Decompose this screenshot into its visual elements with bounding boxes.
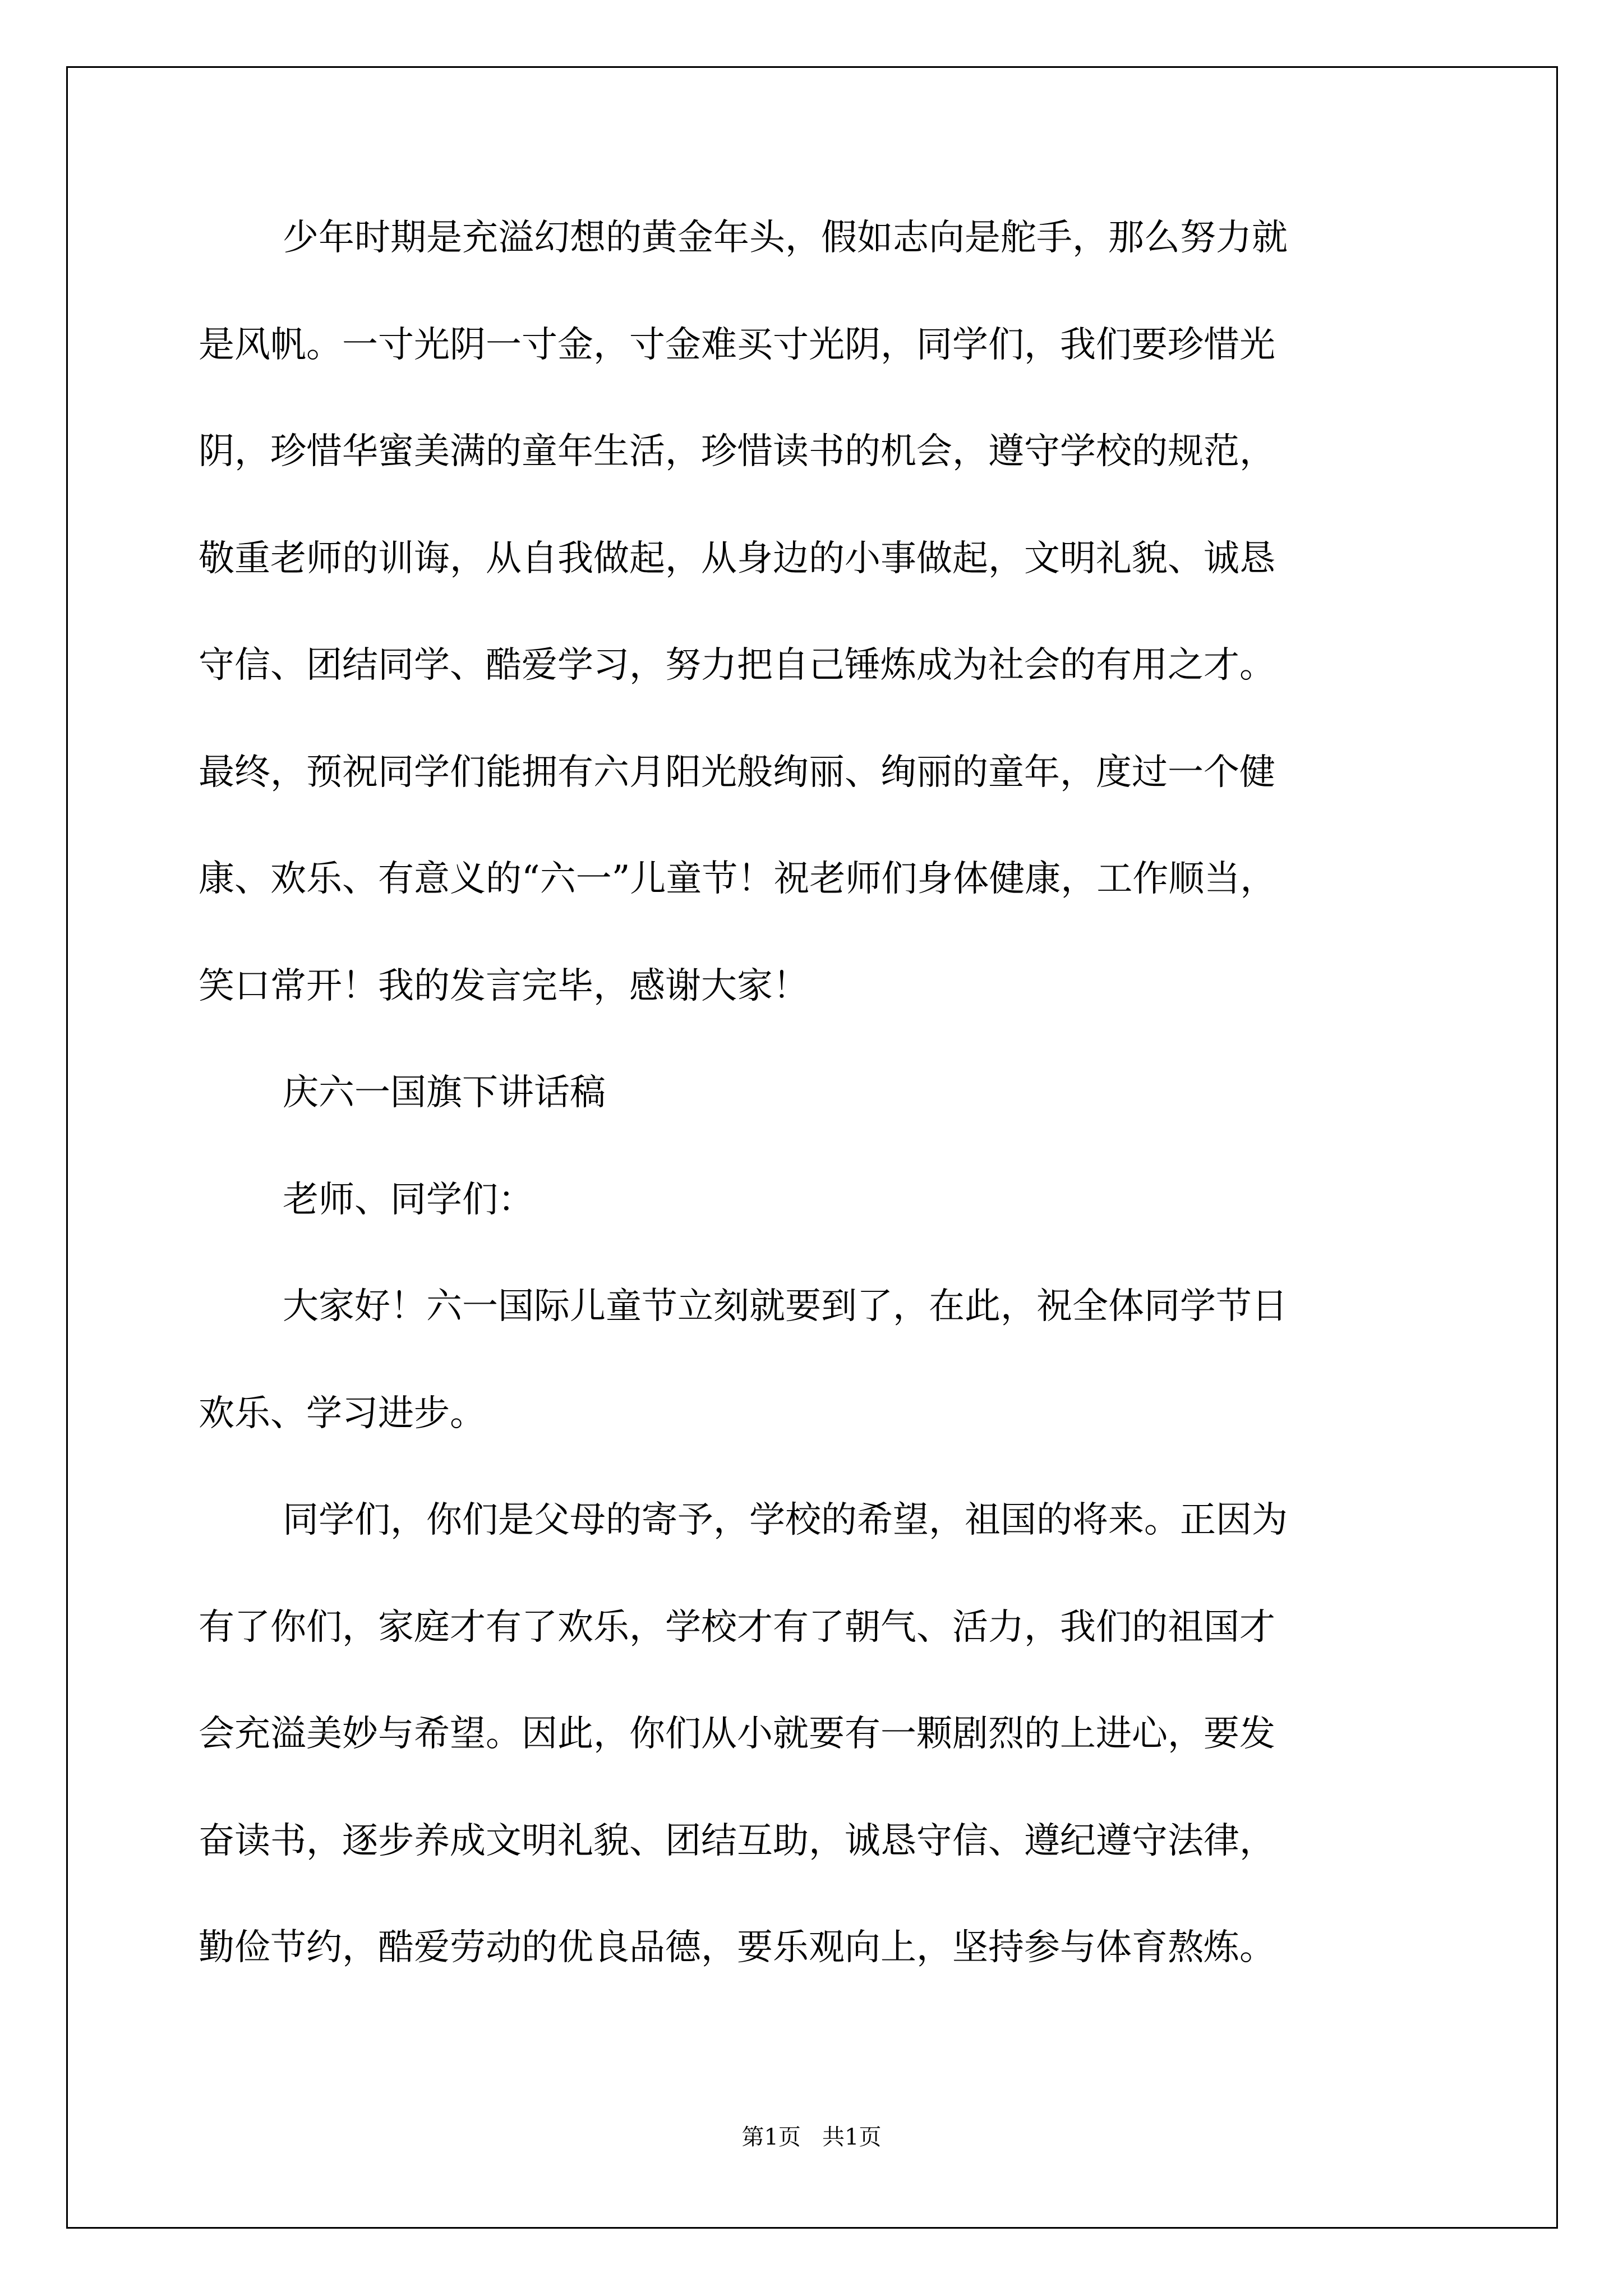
body-line: 同学们，你们是父母的寄予，学校的希望，祖国的将来。正因为 — [283, 1499, 1288, 1541]
body-line: 守信、团结同学、酷爱学习，努力把自己锤炼成为社会的有用之才。 — [199, 645, 1275, 686]
page-number: 第1页 共1页 — [741, 2124, 882, 2150]
body-line: 少年时期是充溢幻想的黄金年头，假如志向是舵手，那么努力就 — [283, 217, 1288, 259]
salutation: 老师、同学们： — [283, 1179, 534, 1221]
body-line: 会充溢美妙与希望。因此，你们从小就要有一颗剧烈的上进心，要发 — [199, 1713, 1275, 1755]
body-line: 欢乐、学习进步。 — [199, 1392, 486, 1434]
document-body — [199, 217, 1455, 2037]
body-line: 阴，珍惜华蜜美满的童年生活，珍惜读书的机会，遵守学校的规范， — [199, 431, 1275, 472]
body-line: 奋读书，逐步养成文明礼貌、团结互助，诚恳守信、遵纪遵守法律， — [199, 1820, 1275, 1862]
body-line: 有了你们，家庭才有了欢乐，学校才有了朝气、活力，我们的祖国才 — [199, 1606, 1275, 1648]
body-line: 最终，预祝同学们能拥有六月阳光般绚丽、绚丽的童年，度过一个健 — [199, 751, 1275, 793]
body-line: 康、欢乐、有意义的“六一”儿童节！祝老师们身体健康，工作顺当， — [199, 858, 1276, 900]
section-title: 庆六一国旗下讲话稿 — [283, 1072, 606, 1114]
body-line: 大家好！六一国际儿童节立刻就要到了，在此，祝全体同学节日 — [283, 1286, 1288, 1327]
body-line: 是风帆。一寸光阴一寸金，寸金难买寸光阴，同学们，我们要珍惜光 — [199, 324, 1275, 366]
body-line: 笑口常开！我的发言完毕，感谢大家！ — [199, 965, 809, 1007]
body-line: 敬重老师的训诲，从自我做起，从身边的小事做起，文明礼貌、诚恳 — [199, 537, 1275, 579]
body-line: 勤俭节约，酷爱劳动的优良品德，要乐观向上，坚持参与体育熬炼。 — [199, 1927, 1275, 1968]
